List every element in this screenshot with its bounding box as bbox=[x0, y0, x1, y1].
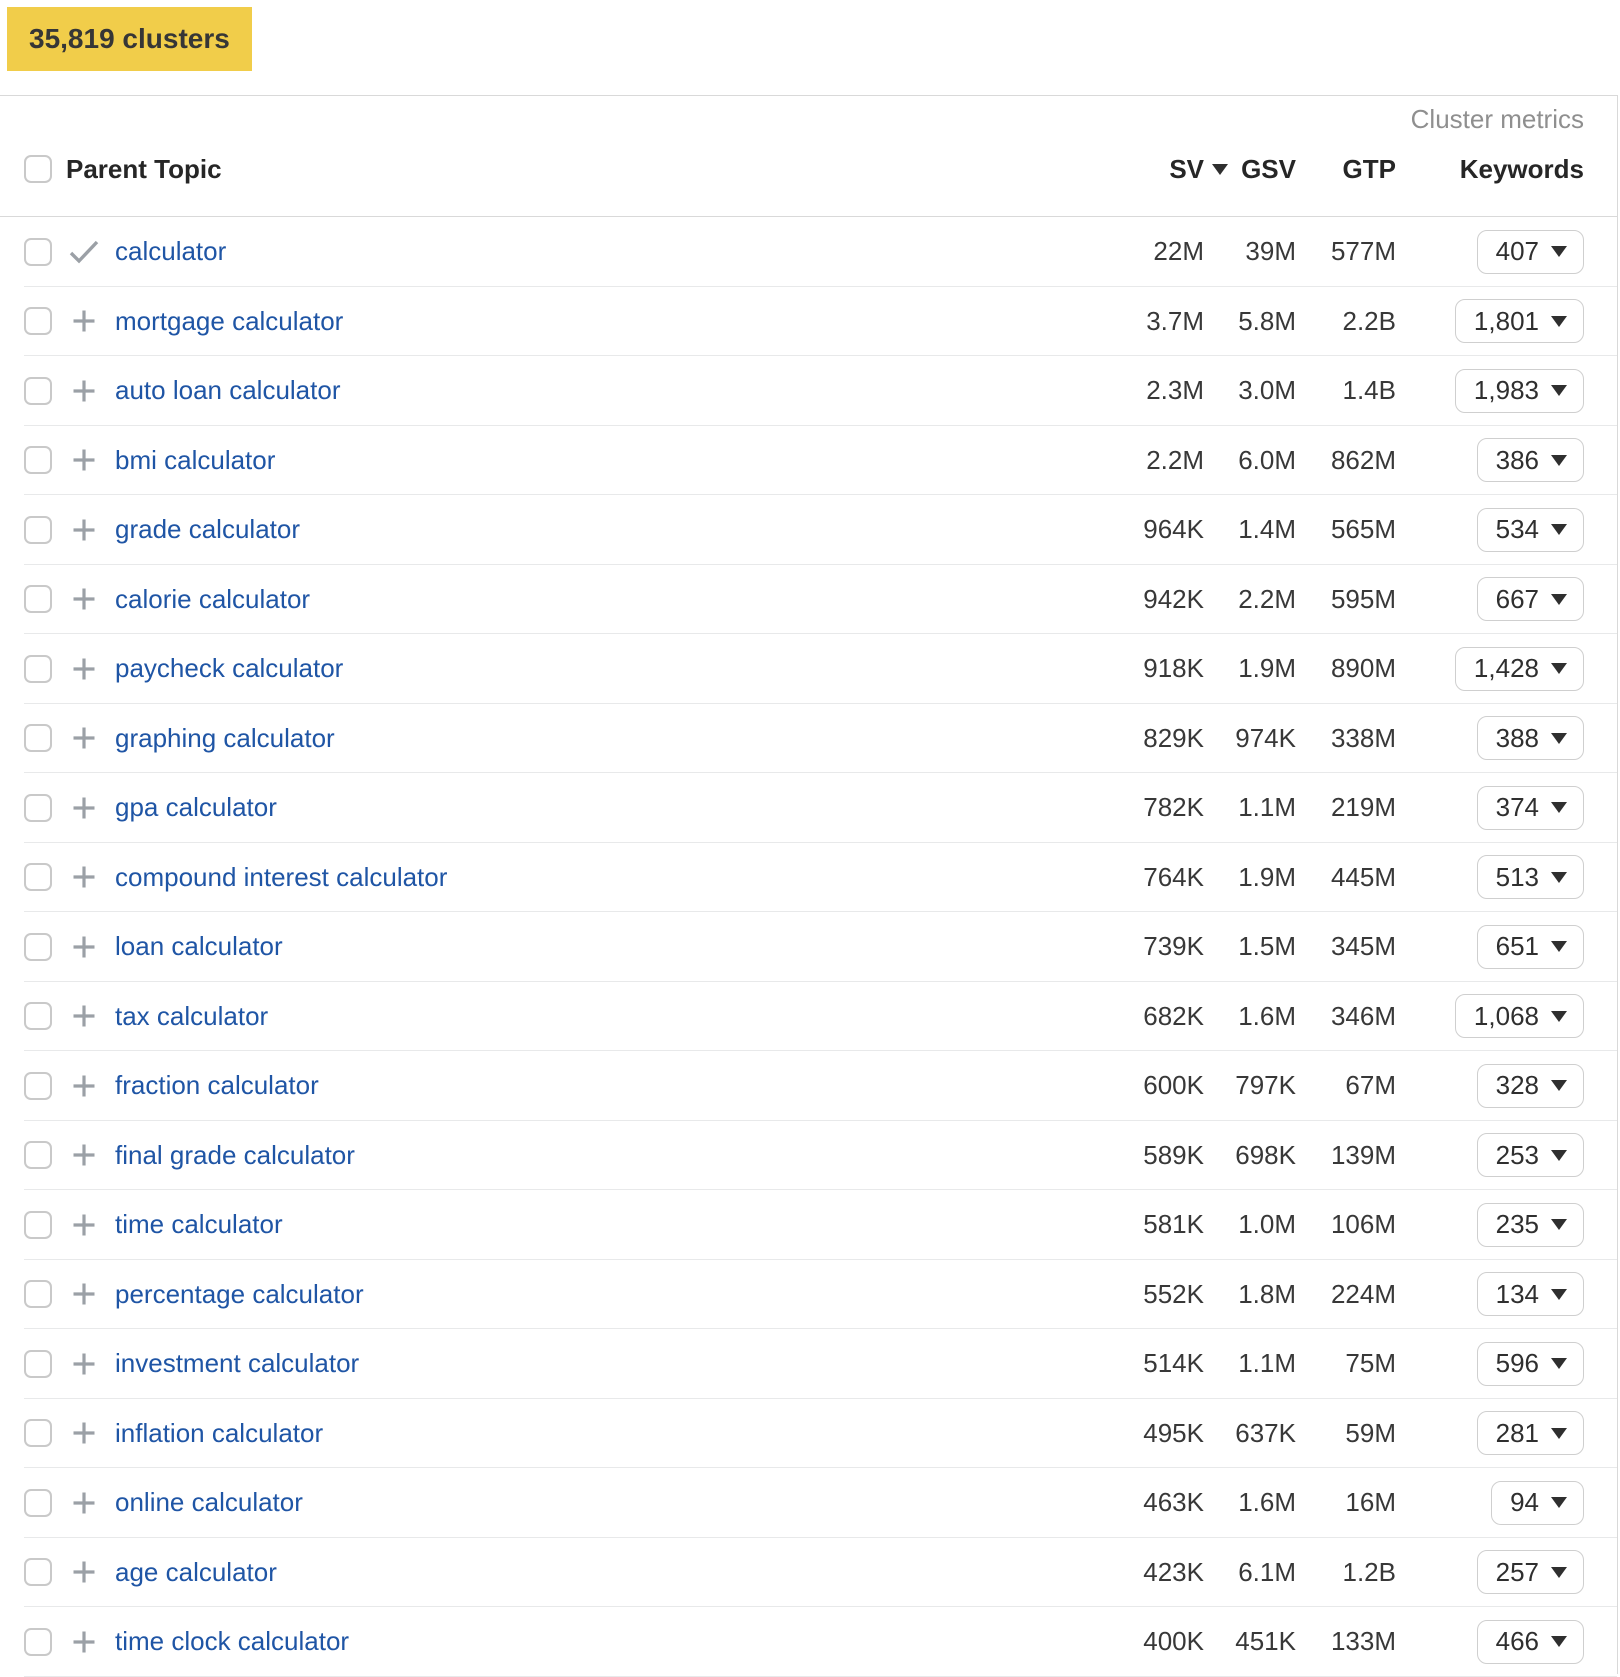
sv-value: 581K bbox=[1143, 1209, 1204, 1240]
dropdown-caret-icon bbox=[1551, 385, 1567, 396]
topic-link[interactable]: bmi calculator bbox=[115, 444, 276, 475]
dropdown-caret-icon bbox=[1551, 1150, 1567, 1161]
row-checkbox[interactable] bbox=[24, 1350, 52, 1378]
keywords-dropdown[interactable]: 407 bbox=[1477, 230, 1584, 274]
column-header-gtp[interactable]: GTP bbox=[1342, 153, 1396, 184]
keywords-dropdown[interactable]: 466 bbox=[1477, 1620, 1584, 1664]
gtp-value: 1.4B bbox=[1342, 375, 1396, 406]
dropdown-caret-icon bbox=[1551, 1219, 1567, 1230]
row-checkbox[interactable] bbox=[24, 1489, 52, 1517]
keywords-dropdown[interactable]: 388 bbox=[1477, 716, 1584, 760]
table-row bbox=[0, 912, 1617, 982]
row-checkbox[interactable] bbox=[24, 585, 52, 613]
plus-icon[interactable] bbox=[71, 1281, 97, 1307]
topic-link[interactable]: compound interest calculator bbox=[115, 861, 448, 892]
check-icon[interactable] bbox=[69, 240, 99, 264]
gsv-value: 1.4M bbox=[1238, 514, 1296, 545]
sv-value: 682K bbox=[1143, 1000, 1204, 1031]
dropdown-caret-icon bbox=[1551, 1428, 1567, 1439]
keywords-dropdown[interactable]: 386 bbox=[1477, 438, 1584, 482]
plus-icon[interactable] bbox=[71, 1490, 97, 1516]
keywords-dropdown[interactable]: 651 bbox=[1477, 925, 1584, 969]
dropdown-caret-icon bbox=[1551, 1497, 1567, 1508]
sv-value: 400K bbox=[1143, 1626, 1204, 1657]
row-checkbox[interactable] bbox=[24, 307, 52, 335]
table-body bbox=[0, 217, 1617, 1677]
table-row bbox=[0, 773, 1617, 843]
select-all-checkbox[interactable] bbox=[24, 155, 52, 183]
gtp-value: 345M bbox=[1330, 931, 1396, 962]
keywords-dropdown[interactable]: 374 bbox=[1477, 786, 1584, 830]
keywords-dropdown[interactable]: 1,801 bbox=[1455, 299, 1584, 343]
plus-icon[interactable] bbox=[71, 934, 97, 960]
sv-value: 3.7M bbox=[1146, 305, 1204, 336]
table-row bbox=[0, 495, 1617, 565]
table-row bbox=[0, 356, 1617, 426]
dropdown-caret-icon bbox=[1551, 524, 1567, 535]
gsv-value: 637K bbox=[1235, 1417, 1296, 1448]
gtp-value: 133M bbox=[1330, 1626, 1396, 1657]
gtp-value: 445M bbox=[1330, 861, 1396, 892]
sv-value: 2.3M bbox=[1146, 375, 1204, 406]
dropdown-caret-icon bbox=[1551, 1636, 1567, 1647]
dropdown-caret-icon bbox=[1551, 1358, 1567, 1369]
dropdown-caret-icon bbox=[1551, 1080, 1567, 1091]
plus-icon[interactable] bbox=[71, 1142, 97, 1168]
dropdown-caret-icon bbox=[1551, 733, 1567, 744]
topic-link[interactable]: mortgage calculator bbox=[115, 305, 344, 336]
keywords-dropdown[interactable]: 253 bbox=[1477, 1133, 1584, 1177]
row-checkbox[interactable] bbox=[24, 794, 52, 822]
table-row bbox=[0, 982, 1617, 1052]
table-row bbox=[0, 1260, 1617, 1330]
dropdown-caret-icon bbox=[1551, 872, 1567, 883]
clusters-table bbox=[0, 95, 1618, 1674]
topic-link[interactable]: tax calculator bbox=[115, 1000, 269, 1031]
plus-icon[interactable] bbox=[71, 586, 97, 612]
row-checkbox[interactable] bbox=[24, 1072, 52, 1100]
dropdown-caret-icon bbox=[1551, 1567, 1567, 1578]
gsv-value: 6.0M bbox=[1238, 444, 1296, 475]
sv-value: 964K bbox=[1143, 514, 1204, 545]
keywords-dropdown[interactable]: 534 bbox=[1477, 508, 1584, 552]
column-header-parent-topic[interactable]: Parent Topic bbox=[66, 153, 222, 184]
gtp-value: 577M bbox=[1330, 236, 1396, 267]
plus-icon[interactable] bbox=[71, 1420, 97, 1446]
table-row bbox=[0, 565, 1617, 635]
dropdown-caret-icon bbox=[1551, 455, 1567, 466]
table-row bbox=[0, 634, 1617, 704]
table-row bbox=[0, 704, 1617, 774]
gtp-value: 67M bbox=[1345, 1070, 1396, 1101]
sv-value: 22M bbox=[1153, 236, 1204, 267]
table-row bbox=[0, 1329, 1617, 1399]
topic-link[interactable]: final grade calculator bbox=[115, 1139, 355, 1170]
keywords-dropdown[interactable]: 235 bbox=[1477, 1203, 1584, 1247]
topic-link[interactable]: investment calculator bbox=[115, 1348, 360, 1379]
keywords-dropdown[interactable]: 667 bbox=[1477, 577, 1584, 621]
table-row bbox=[0, 1468, 1617, 1538]
row-checkbox[interactable] bbox=[24, 1141, 52, 1169]
dropdown-caret-icon bbox=[1551, 594, 1567, 605]
topic-link[interactable]: paycheck calculator bbox=[115, 653, 344, 684]
keywords-dropdown[interactable]: 134 bbox=[1477, 1272, 1584, 1316]
keywords-dropdown[interactable]: 1,068 bbox=[1455, 994, 1584, 1038]
plus-icon[interactable] bbox=[71, 308, 97, 334]
topic-link[interactable]: percentage calculator bbox=[115, 1278, 364, 1309]
gsv-value: 1.6M bbox=[1238, 1487, 1296, 1518]
dropdown-caret-icon bbox=[1551, 316, 1567, 327]
gsv-value: 39M bbox=[1245, 236, 1296, 267]
plus-icon[interactable] bbox=[71, 864, 97, 890]
row-checkbox[interactable] bbox=[24, 1628, 52, 1656]
keywords-dropdown[interactable]: 1,428 bbox=[1455, 647, 1584, 691]
row-checkbox[interactable] bbox=[24, 655, 52, 683]
keywords-dropdown[interactable]: 1,983 bbox=[1455, 369, 1584, 413]
gsv-value: 451K bbox=[1235, 1626, 1296, 1657]
topic-link[interactable]: time clock calculator bbox=[115, 1626, 350, 1657]
plus-icon[interactable] bbox=[71, 656, 97, 682]
sv-value: 514K bbox=[1143, 1348, 1204, 1379]
topic-link[interactable]: loan calculator bbox=[115, 931, 283, 962]
keywords-dropdown[interactable]: 328 bbox=[1477, 1064, 1584, 1108]
table-row bbox=[0, 1538, 1617, 1608]
row-checkbox[interactable] bbox=[24, 1002, 52, 1030]
gsv-value: 5.8M bbox=[1238, 305, 1296, 336]
gtp-value: 890M bbox=[1330, 653, 1396, 684]
row-checkbox[interactable] bbox=[24, 1211, 52, 1239]
topic-link[interactable]: fraction calculator bbox=[115, 1070, 319, 1101]
gsv-value: 1.0M bbox=[1238, 1209, 1296, 1240]
plus-icon[interactable] bbox=[71, 1629, 97, 1655]
row-checkbox[interactable] bbox=[24, 1558, 52, 1586]
dropdown-caret-icon bbox=[1551, 246, 1567, 257]
keywords-dropdown[interactable]: 94 bbox=[1491, 1481, 1584, 1525]
sv-value: 918K bbox=[1143, 653, 1204, 684]
gtp-value: 75M bbox=[1345, 1348, 1396, 1379]
topic-link[interactable]: auto loan calculator bbox=[115, 375, 341, 406]
gtp-value: 224M bbox=[1330, 1278, 1396, 1309]
gsv-value: 1.9M bbox=[1238, 653, 1296, 684]
gsv-value: 797K bbox=[1235, 1070, 1296, 1101]
gtp-value: 106M bbox=[1330, 1209, 1396, 1240]
keywords-dropdown[interactable]: 257 bbox=[1477, 1550, 1584, 1594]
table-row bbox=[0, 287, 1617, 357]
table-row bbox=[0, 426, 1617, 496]
gsv-value: 698K bbox=[1235, 1139, 1296, 1170]
table-row bbox=[0, 1121, 1617, 1191]
plus-icon[interactable] bbox=[71, 1351, 97, 1377]
row-checkbox[interactable] bbox=[24, 1419, 52, 1447]
gsv-value: 1.5M bbox=[1238, 931, 1296, 962]
keywords-dropdown[interactable]: 281 bbox=[1477, 1411, 1584, 1455]
gsv-value: 974K bbox=[1235, 722, 1296, 753]
plus-icon[interactable] bbox=[71, 517, 97, 543]
plus-icon[interactable] bbox=[71, 1073, 97, 1099]
dropdown-caret-icon bbox=[1551, 1011, 1567, 1022]
sv-value: 463K bbox=[1143, 1487, 1204, 1518]
gtp-value: 2.2B bbox=[1342, 305, 1396, 336]
table-row bbox=[0, 1399, 1617, 1469]
sv-value: 2.2M bbox=[1146, 444, 1204, 475]
gtp-value: 346M bbox=[1330, 1000, 1396, 1031]
topic-link[interactable]: graphing calculator bbox=[115, 722, 335, 753]
row-checkbox[interactable] bbox=[24, 446, 52, 474]
row-checkbox[interactable] bbox=[24, 863, 52, 891]
dropdown-caret-icon bbox=[1551, 1289, 1567, 1300]
column-header-gsv[interactable]: GSV bbox=[1241, 153, 1296, 184]
sv-value: 589K bbox=[1143, 1139, 1204, 1170]
topic-link[interactable]: inflation calculator bbox=[115, 1417, 324, 1448]
sv-value: 600K bbox=[1143, 1070, 1204, 1101]
sv-value: 829K bbox=[1143, 722, 1204, 753]
plus-icon[interactable] bbox=[71, 1559, 97, 1585]
gtp-value: 1.2B bbox=[1342, 1556, 1396, 1587]
table-row bbox=[0, 217, 1617, 287]
plus-icon[interactable] bbox=[71, 1003, 97, 1029]
table-row bbox=[0, 843, 1617, 913]
sv-value: 782K bbox=[1143, 792, 1204, 823]
gtp-value: 338M bbox=[1330, 722, 1396, 753]
plus-icon[interactable] bbox=[71, 795, 97, 821]
plus-icon[interactable] bbox=[71, 725, 97, 751]
column-header-keywords[interactable]: Keywords bbox=[1459, 153, 1584, 184]
plus-icon[interactable] bbox=[71, 378, 97, 404]
gtp-value: 219M bbox=[1330, 792, 1396, 823]
dropdown-caret-icon bbox=[1551, 941, 1567, 952]
clusters-count-badge: 35,819 clusters bbox=[7, 7, 252, 71]
gtp-value: 139M bbox=[1330, 1139, 1396, 1170]
row-checkbox[interactable] bbox=[24, 724, 52, 752]
column-header-sv[interactable]: SV bbox=[1104, 154, 1204, 185]
table-row bbox=[0, 1190, 1617, 1260]
topic-link[interactable]: calculator bbox=[115, 236, 227, 267]
row-checkbox[interactable] bbox=[24, 516, 52, 544]
sv-value: 739K bbox=[1143, 931, 1204, 962]
sv-value: 764K bbox=[1143, 861, 1204, 892]
gsv-value: 1.1M bbox=[1238, 1348, 1296, 1379]
keywords-dropdown[interactable]: 596 bbox=[1477, 1342, 1584, 1386]
sv-value: 495K bbox=[1143, 1417, 1204, 1448]
gsv-value: 1.8M bbox=[1238, 1278, 1296, 1309]
gtp-value: 16M bbox=[1345, 1487, 1396, 1518]
dropdown-caret-icon bbox=[1551, 663, 1567, 674]
cluster-metrics-group-label: Cluster metrics bbox=[1410, 104, 1584, 134]
sv-value: 942K bbox=[1143, 583, 1204, 614]
topic-link[interactable]: age calculator bbox=[115, 1556, 277, 1587]
gsv-value: 3.0M bbox=[1238, 375, 1296, 406]
topic-link[interactable]: calorie calculator bbox=[115, 583, 311, 614]
gtp-value: 862M bbox=[1330, 444, 1396, 475]
plus-icon[interactable] bbox=[71, 447, 97, 473]
row-checkbox[interactable] bbox=[24, 238, 52, 266]
row-checkbox[interactable] bbox=[24, 933, 52, 961]
gtp-value: 595M bbox=[1330, 583, 1396, 614]
plus-icon[interactable] bbox=[71, 1212, 97, 1238]
gtp-value: 565M bbox=[1330, 514, 1396, 545]
row-checkbox[interactable] bbox=[24, 377, 52, 405]
table-row bbox=[0, 1051, 1617, 1121]
gtp-value: 59M bbox=[1345, 1417, 1396, 1448]
topic-link[interactable]: time calculator bbox=[115, 1209, 283, 1240]
table-header bbox=[0, 96, 1617, 217]
gsv-value: 2.2M bbox=[1238, 583, 1296, 614]
sv-value: 552K bbox=[1143, 1278, 1204, 1309]
row-checkbox[interactable] bbox=[24, 1280, 52, 1308]
gsv-value: 6.1M bbox=[1238, 1556, 1296, 1587]
gsv-value: 1.1M bbox=[1238, 792, 1296, 823]
gsv-value: 1.6M bbox=[1238, 1000, 1296, 1031]
gsv-value: 1.9M bbox=[1238, 861, 1296, 892]
table-row bbox=[0, 1607, 1617, 1677]
topic-link[interactable]: grade calculator bbox=[115, 514, 300, 545]
keywords-dropdown[interactable]: 513 bbox=[1477, 855, 1584, 899]
dropdown-caret-icon bbox=[1551, 802, 1567, 813]
sv-value: 423K bbox=[1143, 1556, 1204, 1587]
topic-link[interactable]: gpa calculator bbox=[115, 792, 277, 823]
topic-link[interactable]: online calculator bbox=[115, 1487, 303, 1518]
